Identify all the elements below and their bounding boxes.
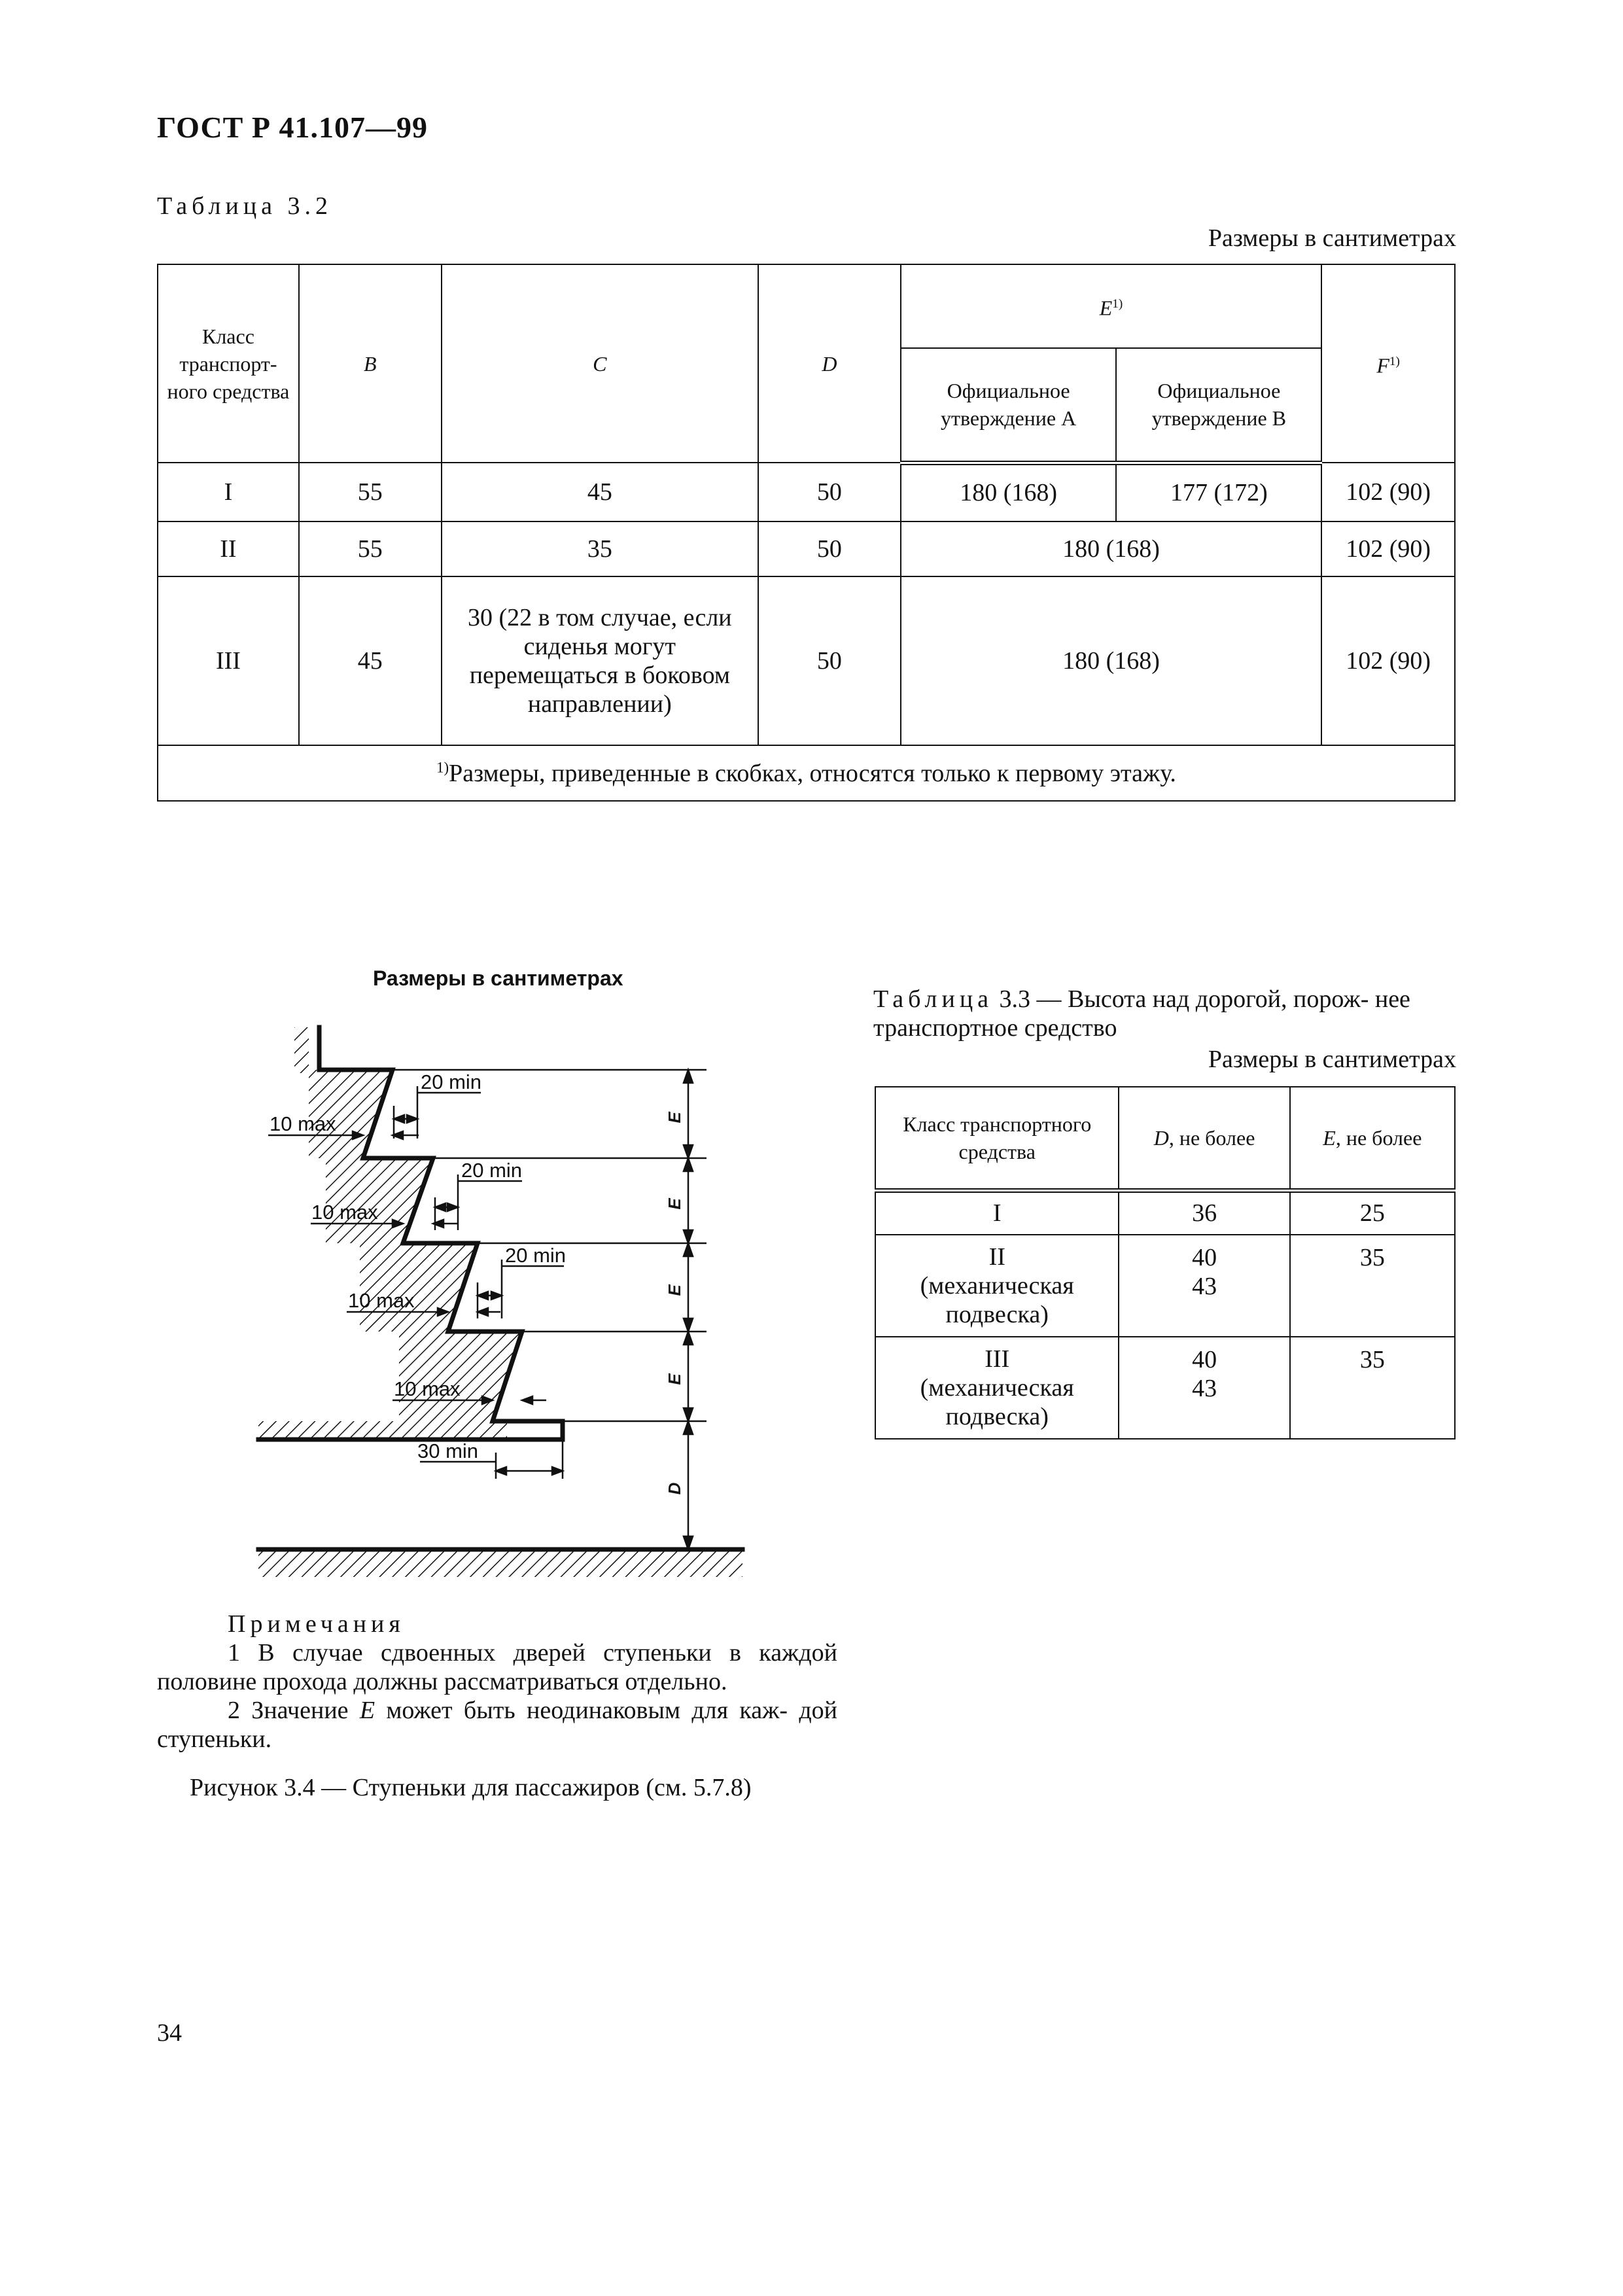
cell-d: 50 xyxy=(758,576,901,745)
cell-b: 45 xyxy=(299,576,442,745)
note-2: 2 Значение E может быть неодинаковым для каж- дой ступеньки. xyxy=(157,1697,837,1753)
cell-class: I xyxy=(158,463,299,521)
label-20-min: 20 min xyxy=(461,1159,523,1182)
label-e: E xyxy=(665,1373,684,1385)
header-class: Класс транспорт- ного средства xyxy=(158,264,299,463)
header-b: B xyxy=(299,264,442,463)
page-number: 34 xyxy=(157,2019,182,2047)
table-row xyxy=(158,576,1455,745)
header-e-approval-a: Официальное утверждение А xyxy=(901,348,1117,463)
label-e: E xyxy=(665,1112,684,1123)
cell-b: 55 xyxy=(299,463,442,521)
header-d: D xyxy=(758,264,901,463)
table-3-2-units: Размеры в сантиметрах xyxy=(1208,224,1456,252)
cell-d: 50 xyxy=(758,463,901,521)
label-10-max: 10 max xyxy=(394,1377,461,1400)
table-3-3-caption: Таблица 3.3 — Высота над дорогой, порож- нее транспортное средство xyxy=(873,985,1410,1042)
label-10-max: 10 max xyxy=(311,1201,378,1224)
document-code: ГОСТ Р 41.107—99 xyxy=(157,111,428,144)
cell-class: III xyxy=(158,576,299,745)
cell-d: 40 43 xyxy=(1119,1337,1289,1439)
notes-title: Примечания xyxy=(228,1610,405,1638)
cell-c: 30 (22 в том случае, если сиденья могут перемещаться в боковом направлении) xyxy=(442,576,759,745)
cell-e: 180 (168) xyxy=(901,576,1322,745)
label-20-min: 20 min xyxy=(421,1070,482,1093)
cell-c: 45 xyxy=(442,463,759,521)
cell-e: 180 (168) xyxy=(901,521,1322,576)
steps-diagram xyxy=(249,1008,759,1583)
diagram-title: Размеры в сантиметрах xyxy=(373,966,623,990)
table-row xyxy=(875,1337,1455,1439)
table-row xyxy=(875,1235,1455,1337)
figure-caption: Рисунок 3.4 — Ступеньки для пассажиров (см. 5.7.8) xyxy=(190,1774,752,1801)
header-class: Класс транспортного средства xyxy=(875,1087,1119,1190)
table-row xyxy=(158,521,1455,576)
cell-f: 102 (90) xyxy=(1321,463,1455,521)
table-3-3-units: Размеры в сантиметрах xyxy=(1208,1046,1456,1073)
table-3-2 xyxy=(157,264,1456,802)
cell-d: 36 xyxy=(1119,1190,1289,1235)
cell-e: 35 xyxy=(1290,1337,1455,1439)
cell-class: II (механическая подвеска) xyxy=(875,1235,1119,1337)
table-footnote-row xyxy=(158,745,1455,801)
header-e-approval-b: Официальное утверждение В xyxy=(1116,348,1321,463)
label-e: E xyxy=(665,1284,684,1296)
label-d: D xyxy=(665,1482,684,1495)
cell-e: 35 xyxy=(1290,1235,1455,1337)
cell-d: 50 xyxy=(758,521,901,576)
vertical-dimension xyxy=(684,1070,693,1549)
cell-class: I xyxy=(875,1190,1119,1235)
label-30-min: 30 min xyxy=(417,1439,479,1462)
header-e: E, не более xyxy=(1290,1087,1455,1190)
cell-class: III (механическая подвеска) xyxy=(875,1337,1119,1439)
header-f: $F^{1)}$ xyxy=(1321,264,1455,463)
cell-e-a: 180 (168) xyxy=(901,463,1117,521)
cell-class: II xyxy=(158,521,299,576)
table-footnote: $^{1)}$Размеры, приведенные в скобках, относятся только к первому этажу. xyxy=(158,745,1455,801)
cell-f: 102 (90) xyxy=(1321,576,1455,745)
header-d: D, не более xyxy=(1119,1087,1289,1190)
label-e: E xyxy=(665,1198,684,1210)
notes-block xyxy=(157,1610,837,1754)
cell-e: 25 xyxy=(1290,1190,1455,1235)
label-10-max: 10 max xyxy=(270,1112,336,1135)
table-row xyxy=(158,463,1455,521)
cell-e-b: 177 (172) xyxy=(1116,463,1321,521)
table-3-3 xyxy=(875,1086,1456,1439)
cell-c: 35 xyxy=(442,521,759,576)
label-20-min: 20 min xyxy=(505,1244,567,1267)
note-1: 1 В случае сдвоенных дверей ступеньки в каждой половине прохода должны рассматриваться отдельно. xyxy=(157,1639,837,1695)
cell-b: 55 xyxy=(299,521,442,576)
cell-d: 40 43 xyxy=(1119,1235,1289,1337)
header-c: C xyxy=(442,264,759,463)
cell-f: 102 (90) xyxy=(1321,521,1455,576)
table-3-2-caption: Таблица 3.2 xyxy=(157,192,333,220)
header-e: $E^{1)}$ xyxy=(901,264,1322,348)
label-10-max: 10 max xyxy=(348,1289,415,1312)
table-row xyxy=(875,1190,1455,1235)
